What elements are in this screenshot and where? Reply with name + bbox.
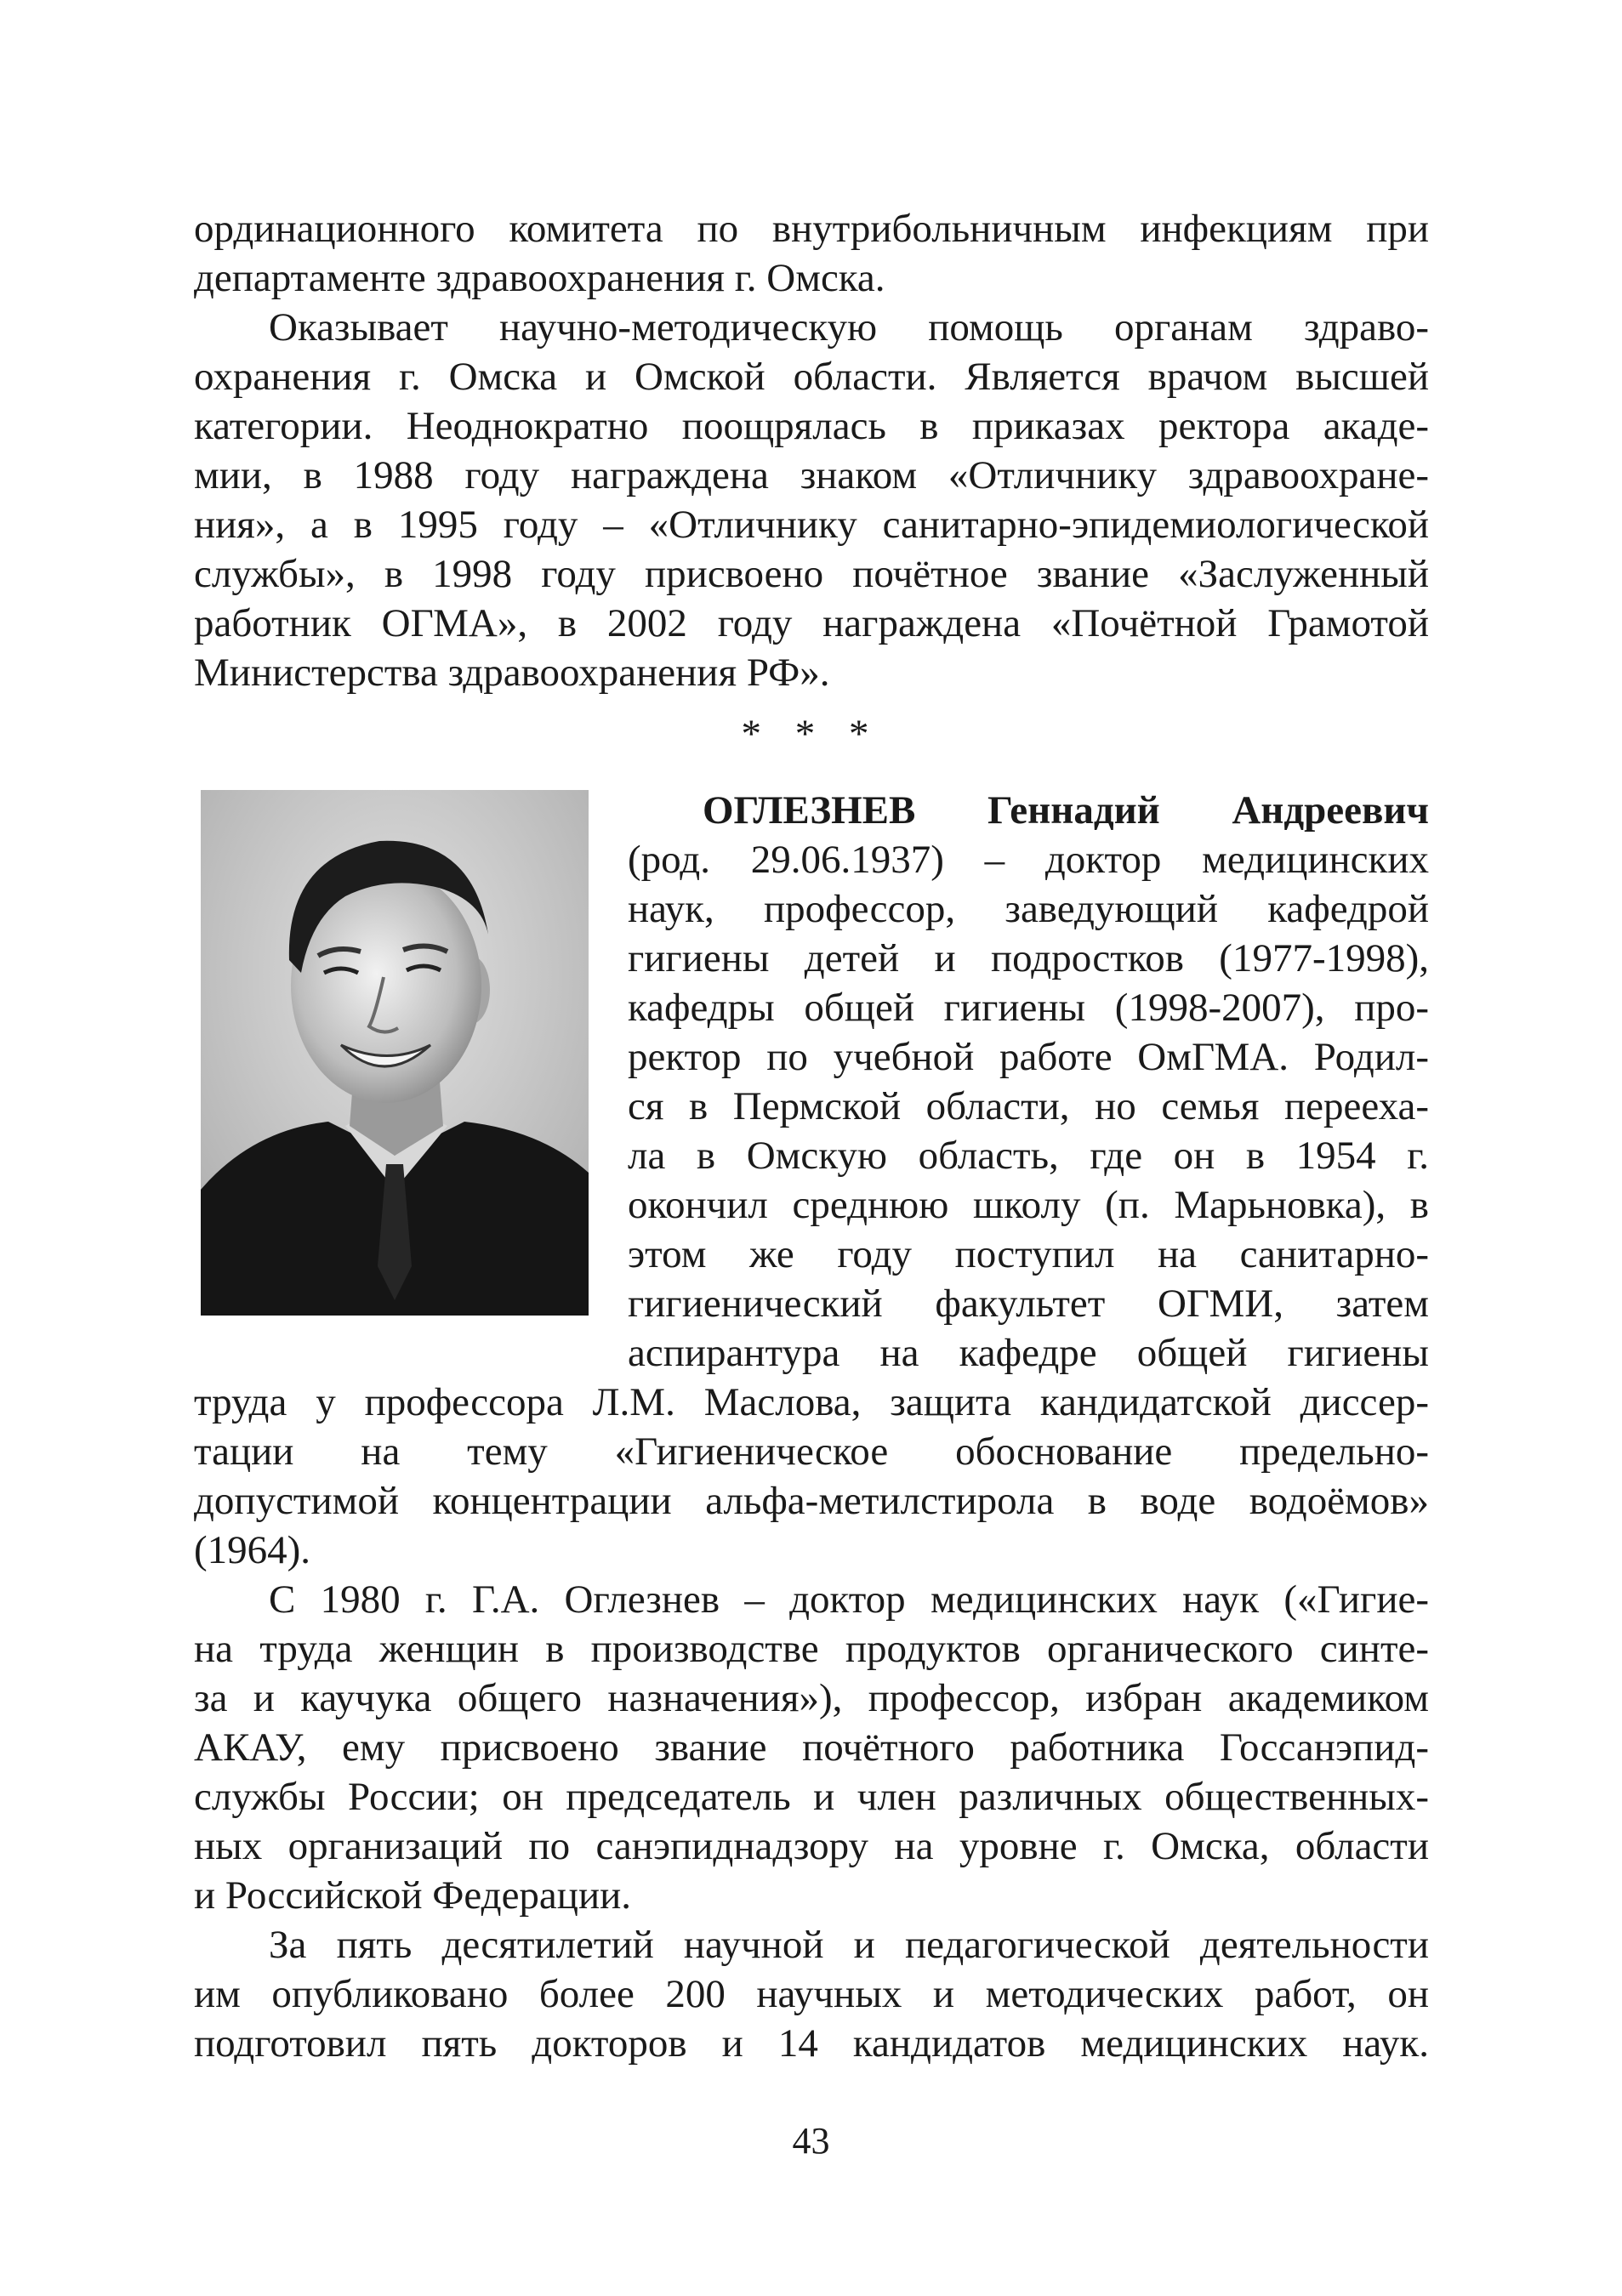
- text-line: и Российской Федерации.: [194, 1873, 631, 1918]
- text-line: службы России; он председатель и член различных общественных-: [194, 1775, 1429, 1819]
- text-line: тации на тему «Гигиеническое обоснование предельно-: [194, 1429, 1429, 1474]
- text-line: кафедры общей гигиены (1998-2007), про-: [628, 986, 1429, 1030]
- text-line: работник ОГМА», в 2002 году награждена «Почётной Грамотой: [194, 601, 1429, 645]
- text-line: (род. 29.06.1937) – доктор медицинских: [628, 838, 1429, 882]
- text-line: подготовил пять докторов и 14 кандидатов медицинских наук.: [194, 2021, 1429, 2066]
- text-line: Министерства здравоохранения РФ».: [194, 651, 830, 695]
- text-line: гигиенический факультет ОГМИ, затем: [628, 1282, 1429, 1326]
- text-line: (1964).: [194, 1528, 311, 1572]
- text-line: на труда женщин в производстве продуктов органического синте-: [194, 1627, 1429, 1671]
- text-line: допустимой концентрации альфа-метилстирола в воде водоёмов»: [194, 1479, 1429, 1523]
- text-line: окончил среднюю школу (п. Марьновка), в: [628, 1183, 1429, 1227]
- text-line: гигиены детей и подростков (1977-1998),: [628, 936, 1429, 980]
- portrait-photo: [201, 790, 589, 1316]
- text-line: Оказывает научно-методическую помощь органам здраво-: [269, 305, 1429, 350]
- text-line: мии, в 1988 году награждена знаком «Отличнику здравоохране-: [194, 453, 1429, 497]
- text-line: аспирантура на кафедре общей гигиены: [628, 1331, 1429, 1375]
- text-line: службы», в 1998 году присвоено почётное звание «Заслуженный: [194, 552, 1429, 596]
- text-line: наук, профессор, заведующий кафедрой: [628, 887, 1429, 931]
- text-line: им опубликовано более 200 научных и методических работ, он: [194, 1972, 1429, 2016]
- text-line: ния», а в 1995 году – «Отличнику санитарно-эпидемиологической: [194, 503, 1429, 547]
- text-line: за и каучука общего назначения»), профессор, избран академиком: [194, 1676, 1429, 1720]
- text-line: ординационного комитета по внутрибольничным инфекциям при: [194, 207, 1429, 251]
- text-line: АКАУ, ему присвоено звание почётного работника Госсанэпид-: [194, 1725, 1429, 1770]
- text-line: труда у профессора Л.М. Маслова, защита кандидатской диссер-: [194, 1380, 1429, 1424]
- text-line: департаменте здравоохранения г. Омска.: [194, 256, 885, 300]
- section-separator: * * *: [741, 712, 881, 756]
- text-line: ректор по учебной работе ОмГМА. Родил-: [628, 1035, 1429, 1079]
- portrait-icon: [201, 790, 589, 1316]
- text-line: За пять десятилетий научной и педагогической деятельности: [269, 1923, 1429, 1967]
- text-line: ла в Омскую область, где он в 1954 г.: [628, 1134, 1429, 1178]
- biography-name: ОГЛЕЗНЕВ Геннадий Андреевич: [703, 788, 1429, 833]
- text-line: охранения г. Омска и Омской области. Является врачом высшей: [194, 355, 1429, 399]
- text-line: ных организаций по санэпиднадзору на уровне г. Омска, области: [194, 1824, 1429, 1868]
- text-line: С 1980 г. Г.А. Оглезнев – доктор медицинских наук («Гигие-: [269, 1577, 1429, 1622]
- page-number: 43: [792, 2120, 830, 2162]
- text-line: категории. Неоднократно поощрялась в приказах ректора акаде-: [194, 404, 1429, 448]
- text-line: этом же году поступил на санитарно-: [628, 1232, 1429, 1276]
- text-line: ся в Пермской области, но семья перееха-: [628, 1084, 1429, 1128]
